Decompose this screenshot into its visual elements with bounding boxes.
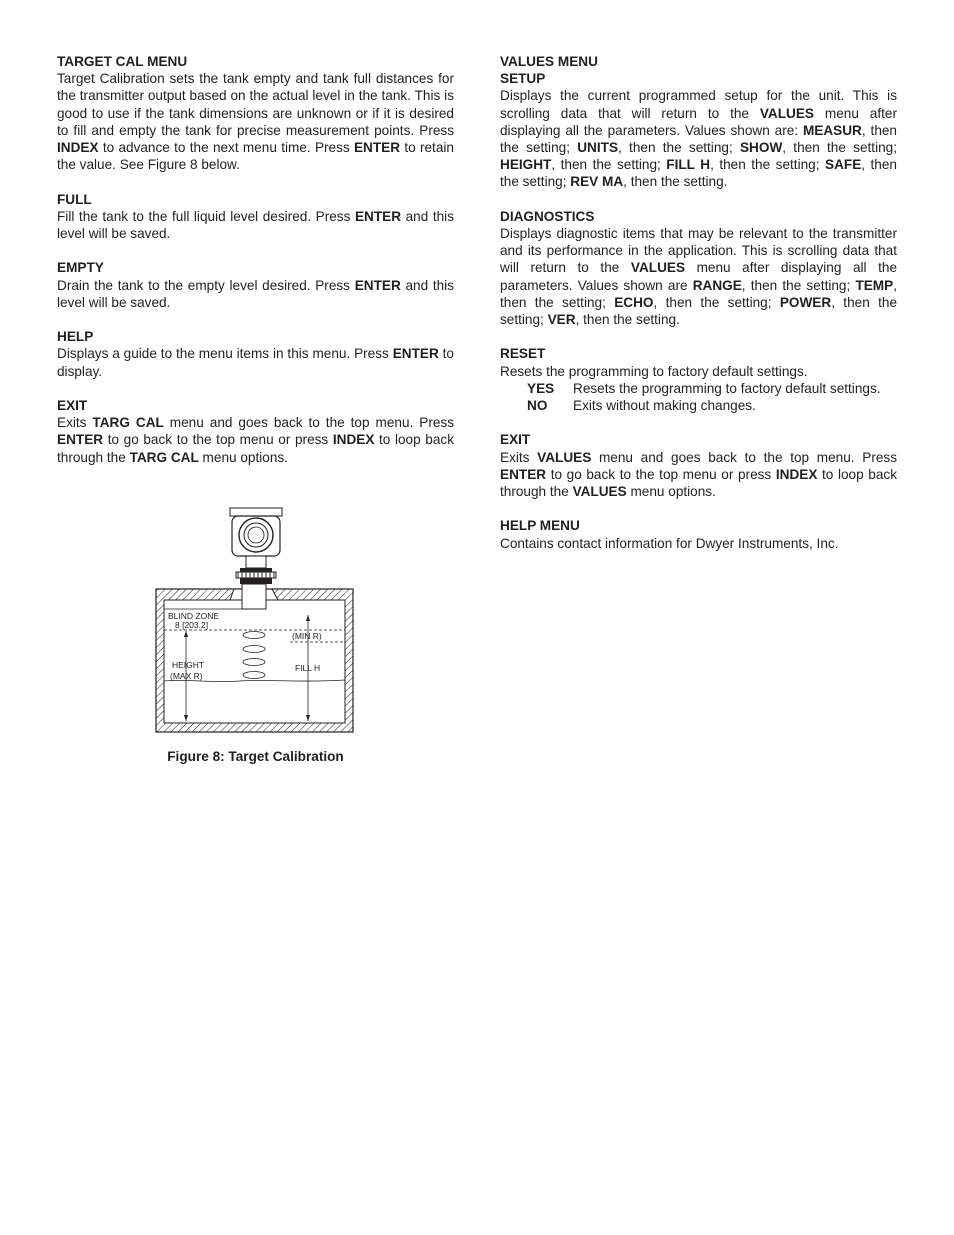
values-exit-section bbox=[500, 431, 897, 500]
bold-keyword: SHOW bbox=[739, 140, 783, 156]
bold-keyword: ENTER bbox=[57, 432, 104, 448]
bold-keyword: ENTER bbox=[500, 466, 547, 482]
reset-option-key: YES bbox=[527, 380, 555, 396]
exit-body: Exits TARG CAL menu and goes back to the top menu. Press ENTER to go back to the top menu or press INDEX to loop back through the TARG CAL menu options. bbox=[57, 415, 455, 465]
bold-keyword: FILL H bbox=[666, 157, 711, 173]
diagnostics-section bbox=[500, 208, 897, 328]
blind-zone-value-label: 8 [203.2] bbox=[175, 620, 209, 630]
help-menu-heading: HELP MENU bbox=[500, 518, 580, 534]
exit-section bbox=[57, 397, 454, 466]
bold-keyword: VER bbox=[547, 312, 576, 328]
reset-option-desc: Exits without making changes. bbox=[573, 398, 756, 414]
full-heading: FULL bbox=[57, 191, 92, 207]
bold-keyword: UNITS bbox=[577, 140, 619, 156]
bold-keyword: ENTER bbox=[392, 346, 439, 362]
bold-keyword: ECHO bbox=[614, 294, 654, 310]
bold-keyword: RANGE bbox=[692, 277, 742, 293]
full-section bbox=[57, 191, 454, 243]
blind-zone-label: BLIND ZONE bbox=[168, 611, 220, 621]
values-exit-heading: EXIT bbox=[500, 432, 531, 448]
target-calibration-figure bbox=[150, 505, 360, 737]
left-column bbox=[57, 53, 454, 483]
min-r-label: (MIN R) bbox=[292, 631, 322, 641]
bold-keyword: VALUES bbox=[630, 260, 686, 276]
exit-heading: EXIT bbox=[57, 398, 88, 413]
reset-heading: RESET bbox=[500, 346, 546, 362]
bold-keyword: HEIGHT bbox=[500, 157, 552, 173]
reset-intro: Resets the programming to factory default settings. bbox=[500, 363, 808, 379]
bold-keyword: INDEX bbox=[332, 432, 375, 448]
bold-keyword: INDEX bbox=[775, 466, 818, 482]
bold-keyword: TARG CAL bbox=[129, 449, 199, 465]
help-menu-body: Contains contact information for Dwyer Instruments, Inc. bbox=[500, 535, 839, 551]
empty-heading: EMPTY bbox=[57, 260, 104, 276]
target-cal-body: Target Calibration sets the tank empty and tank full distances for the transmitter output based on the actual level in the tank. This is good to use if the tank dimensions are unknown or if it is desired to fill and empty the tank for precise measurement points. Press INDEX to advance to the next menu time. Press ENTER to retain the value. See Figure 8 below. bbox=[57, 71, 454, 173]
diagnostics-body: Displays diagnostic items that may be relevant to the transmitter and its performance in the application. This is scrolling data that will return to the VALUES menu after displaying all the parameters. Values shown are RANGE, then the setting; TEMP, then the setting; ECHO, then the setting; POWER, then the setting; VER, then the setting. bbox=[500, 226, 898, 328]
bold-keyword: TEMP bbox=[855, 277, 894, 293]
reset-option-key: NO bbox=[527, 398, 548, 414]
max-r-label: (MAX R) bbox=[170, 671, 203, 681]
reset-section bbox=[500, 345, 897, 414]
bold-keyword: SAFE bbox=[825, 157, 862, 173]
bold-keyword: VALUES bbox=[537, 449, 592, 465]
bold-keyword: TARG CAL bbox=[92, 415, 164, 431]
bold-keyword: POWER bbox=[779, 294, 832, 310]
empty-section bbox=[57, 259, 454, 311]
reset-option-desc: Resets the programming to factory default settings. bbox=[573, 380, 881, 396]
bold-keyword: ENTER bbox=[354, 277, 401, 293]
help-section bbox=[57, 328, 454, 380]
values-menu-section bbox=[500, 53, 897, 70]
values-exit-body: Exits VALUES menu and goes back to the top menu. Press ENTER to go back to the top menu or press INDEX to loop back through the VALUES menu options. bbox=[500, 449, 898, 500]
figure-caption: Figure 8: Target Calibration bbox=[167, 749, 344, 764]
bold-keyword: INDEX bbox=[57, 140, 99, 156]
setup-body: Displays the current programmed setup for the unit. This is scrolling data that will return to the VALUES menu after displaying all the parameters. Values shown are: MEASUR, then the setting; UNITS, then the setting; SHOW, then the setting; HEIGHT, then the setting; FILL H, then the setting; SAFE, then the setting; REV MA, then the setting. bbox=[500, 88, 897, 190]
right-column bbox=[500, 53, 897, 569]
help-heading: HELP bbox=[57, 329, 94, 345]
values-menu-heading: VALUES MENU bbox=[500, 54, 598, 69]
reset-option-yes bbox=[500, 380, 897, 397]
full-body: Fill the tank to the full liquid level desired. Press ENTER and this level will be saved. bbox=[57, 208, 454, 242]
fill-h-label: FILL H bbox=[295, 663, 321, 673]
bold-keyword: MEASUR bbox=[802, 122, 862, 138]
setup-section bbox=[500, 70, 897, 190]
target-cal-heading: TARGET CAL MENU bbox=[57, 54, 188, 69]
setup-heading: SETUP bbox=[500, 71, 546, 87]
bold-keyword: REV MA bbox=[570, 174, 624, 190]
reset-option-no bbox=[500, 397, 897, 414]
target-cal-section bbox=[57, 53, 454, 173]
help-menu-section bbox=[500, 517, 897, 551]
empty-body: Drain the tank to the empty level desired. Press ENTER and this level will be saved. bbox=[57, 277, 454, 310]
help-body: Displays a guide to the menu items in this menu. Press ENTER to display. bbox=[57, 346, 454, 379]
bold-keyword: VALUES bbox=[572, 484, 627, 500]
bold-keyword: VALUES bbox=[759, 105, 814, 121]
bold-keyword: ENTER bbox=[353, 140, 401, 156]
bold-keyword: ENTER bbox=[354, 208, 402, 224]
diagnostics-heading: DIAGNOSTICS bbox=[500, 208, 595, 224]
tank-diagram bbox=[150, 505, 360, 737]
height-label: HEIGHT bbox=[172, 660, 205, 670]
